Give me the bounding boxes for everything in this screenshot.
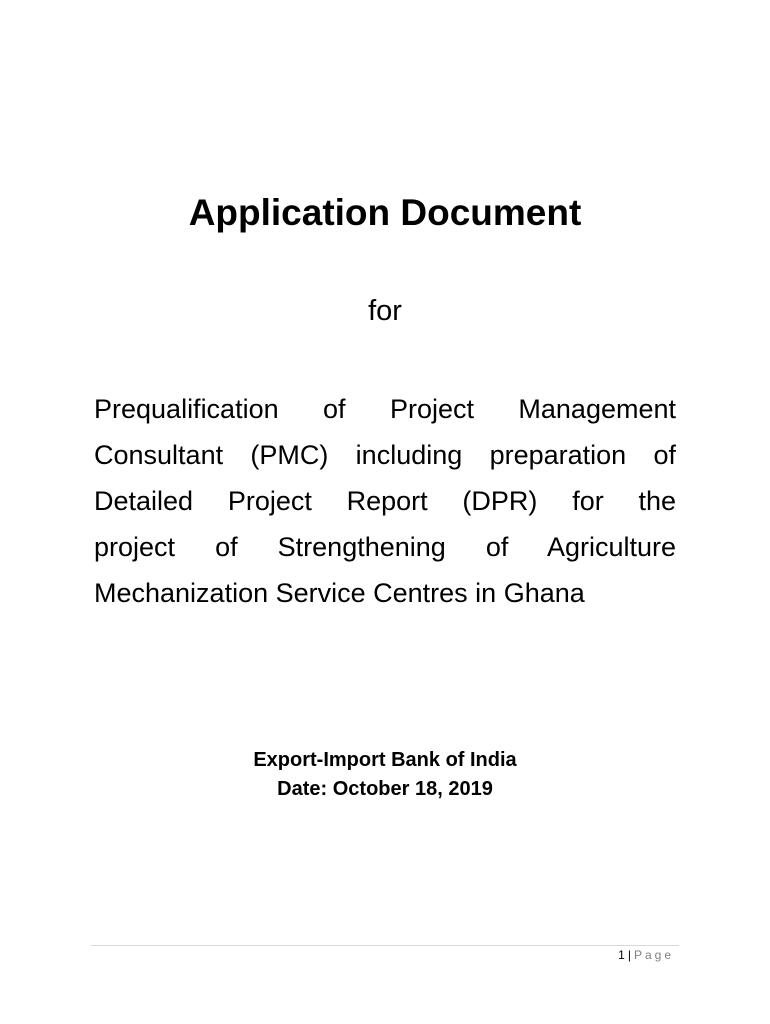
subject-line: Mechanization Service Centres in Ghana	[94, 578, 585, 608]
for-text: for	[368, 295, 402, 327]
issuer-name: Export-Import Bank of India	[253, 749, 517, 771]
page-label: Page	[633, 948, 674, 962]
subject-line: Prequalification of Project Management	[94, 394, 676, 424]
page-separator: |	[627, 948, 631, 962]
issuer-block	[0, 746, 770, 804]
page-footer	[618, 948, 674, 962]
page-number: 1	[618, 948, 625, 962]
issue-date: Date: October 18, 2019	[277, 778, 493, 800]
subject-line: Consultant (PMC) including preparation of	[94, 440, 676, 470]
footer-divider	[91, 945, 679, 946]
subject-line: Detailed Project Report (DPR) for the	[94, 486, 676, 516]
document-title: Application Document	[188, 192, 582, 233]
subject-paragraph	[94, 386, 676, 616]
subject-line: project of Strengthening of Agriculture	[94, 532, 676, 562]
